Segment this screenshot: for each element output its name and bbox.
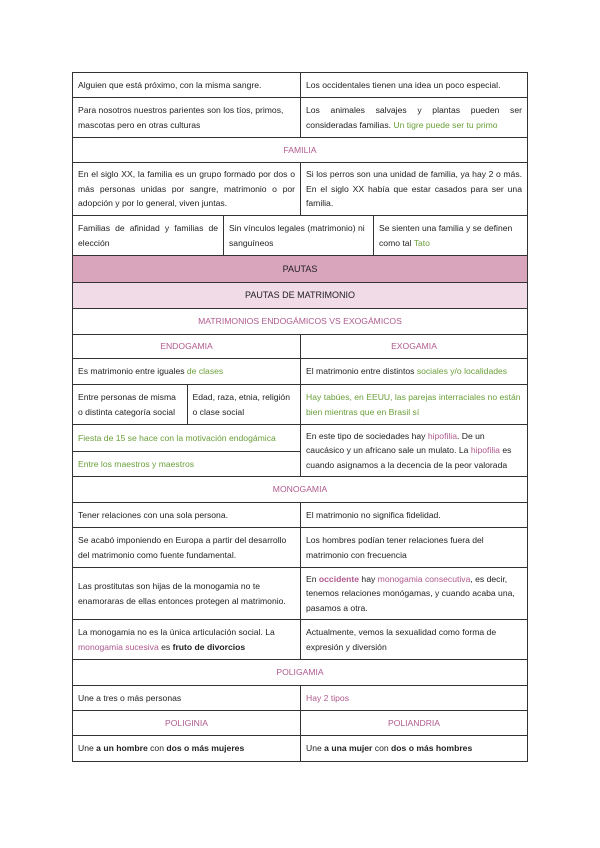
cell-text: es cuando asignamos a la decencia de la peor valorada xyxy=(306,445,512,470)
subheader-poliginia: POLIGINIA xyxy=(165,717,208,728)
table-row xyxy=(72,503,528,528)
table-cell: Hay 2 tipos xyxy=(300,686,527,710)
bold-text: dos o más mujeres xyxy=(166,743,245,754)
bold-text: fruto de divorcios xyxy=(172,641,246,652)
highlight-text: hipofilia xyxy=(470,445,500,456)
section-header-row xyxy=(72,477,528,503)
highlight-text: occidente xyxy=(318,573,360,584)
banner-row xyxy=(72,256,528,283)
table-cell xyxy=(300,359,527,384)
highlight-text: sociales y/o localidades xyxy=(416,366,508,377)
cell-text: hay xyxy=(359,573,378,584)
bold-text: dos o más hombres xyxy=(391,743,473,754)
cell-text: Une xyxy=(78,743,97,754)
section-title-familia: FAMILIA xyxy=(283,144,317,155)
table-cell xyxy=(373,216,527,255)
table-row xyxy=(72,528,528,568)
table-cell xyxy=(300,98,527,137)
table-cell: Para nosotros nuestros parientes son los tíos, primos, mascotas pero en otras culturas xyxy=(78,105,284,130)
banner-row xyxy=(72,283,528,309)
table-cell: Edad, raza, etnia, religión o clase social xyxy=(187,385,301,424)
highlight-text: Tato xyxy=(413,237,430,248)
cell-text: con xyxy=(147,743,167,754)
cell-text: Une xyxy=(306,743,325,754)
table-cell: Los hombres podían tener relaciones fuera del matrimonio con frecuencia xyxy=(300,528,527,567)
table-row xyxy=(72,385,528,425)
table-row xyxy=(72,359,528,385)
table-cell: Se acabó imponiendo en Europa a partir del desarrollo del matrimonio como fuente fundamental. xyxy=(78,535,287,560)
subheader-row xyxy=(72,711,528,736)
table-cell xyxy=(300,425,527,476)
section-title-pautas-matrimonio: PAUTAS DE MATRIMONIO xyxy=(73,283,527,308)
highlight-text: de clases xyxy=(186,366,224,377)
bold-text: a una mujer xyxy=(324,743,373,754)
highlight-text: monogamia consecutiva xyxy=(377,573,471,584)
table-cell: Entre personas de misma o distinta categoría social xyxy=(78,392,176,417)
subheader-exogamia: EXOGAMIA xyxy=(300,335,527,358)
table-cell: Hay tabúes, en EEUU, las parejas interraciales no están bien mientras que en Brasil sí xyxy=(300,385,527,424)
table-cell-stack xyxy=(73,425,300,476)
cell-text: En xyxy=(306,573,319,584)
table-cell: El matrimonio no significa fidelidad. xyxy=(300,503,527,527)
table-cell: Si los perros son una unidad de familia, ya hay 2 o más. En el siglo XX había que estar casados para ser una familia. xyxy=(300,163,527,215)
section-title-pautas: PAUTAS xyxy=(73,256,527,282)
table-cell: En el siglo XX, la familia es un grupo formado por dos o más personas unidas por sangre, matrimonio o por adopción y por lo general, viven juntas. xyxy=(78,169,295,209)
subheader-poliandria: POLIANDRIA xyxy=(300,711,527,735)
cell-text: Es matrimonio entre iguales xyxy=(78,366,187,377)
table-cell: Sin vínculos legales (matrimonio) ni sanguíneos xyxy=(223,216,373,255)
cell-text: es xyxy=(158,641,173,652)
cell-text: Los animales salvajes y plantas pueden ser consideradas familias. xyxy=(306,105,522,130)
subheader-row xyxy=(72,335,528,359)
table-cell: Une a tres o más personas xyxy=(78,692,182,703)
table-cell xyxy=(73,620,300,659)
section-header-row xyxy=(72,309,528,335)
table-row xyxy=(72,425,528,477)
cell-text: . De un caucásico y un africano sale un mulato. La xyxy=(306,430,485,456)
subheader-endogamia: ENDOGAMIA xyxy=(160,341,213,352)
table-row xyxy=(72,216,528,256)
table-cell: Tener relaciones con una sola persona. xyxy=(78,509,229,520)
highlight-text: monogamia sucesiva xyxy=(78,641,159,652)
section-title-poligamia: POLIGAMIA xyxy=(276,667,324,678)
table-row xyxy=(72,163,528,216)
table-cell xyxy=(300,568,527,619)
table-row xyxy=(72,686,528,711)
table-cell: Familias de afinidad y familias de elección xyxy=(78,223,218,248)
cell-text: , es decir, tenemos relaciones monógamas, y cuando acaba una, pasamos a otra. xyxy=(306,573,515,613)
table-cell: Actualmente, vemos la sexualidad como forma de expresión y diversión xyxy=(300,620,527,659)
table-cell: Alguien que está próximo, con la misma sangre. xyxy=(78,79,262,90)
table-row xyxy=(72,568,528,620)
section-title-endo-exo: MATRIMONIOS ENDOGÁMICOS VS EXOGÁMICOS xyxy=(198,316,402,327)
notes-table xyxy=(72,72,528,762)
table-cell: Fiesta de 15 se hace con la motivación endogámica xyxy=(78,432,276,443)
table-cell xyxy=(300,736,527,761)
cell-text: Se sienten una familia y se definen como tal xyxy=(379,223,513,248)
table-cell xyxy=(73,359,300,384)
cell-text: En este tipo de sociedades hay xyxy=(306,430,428,441)
section-header-row xyxy=(72,660,528,686)
table-row xyxy=(72,620,528,660)
cell-text: La monogamia no es la única articulación social. La xyxy=(78,627,275,637)
cell-text: El matrimonio entre distintos xyxy=(306,366,417,377)
table-row xyxy=(72,72,528,98)
bold-text: a un hombre xyxy=(96,743,148,754)
section-header-row xyxy=(72,138,528,163)
table-cell xyxy=(73,736,300,761)
highlight-text: hipofilia xyxy=(427,430,457,441)
table-row xyxy=(72,98,528,138)
table-cell: Entre los maestros y maestros xyxy=(73,451,300,476)
table-cell: Los occidentales tienen una idea un poco especial. xyxy=(300,73,527,97)
section-title-monogamia: MONOGAMIA xyxy=(272,484,328,495)
highlight-text: Un tigre puede ser tu primo xyxy=(393,119,498,130)
table-cell: Las prostitutas son hijas de la monogamia no te enamoraras de ellas entonces protegen al matrimonio. xyxy=(78,581,286,606)
cell-text: con xyxy=(372,743,392,754)
table-row xyxy=(72,736,528,762)
